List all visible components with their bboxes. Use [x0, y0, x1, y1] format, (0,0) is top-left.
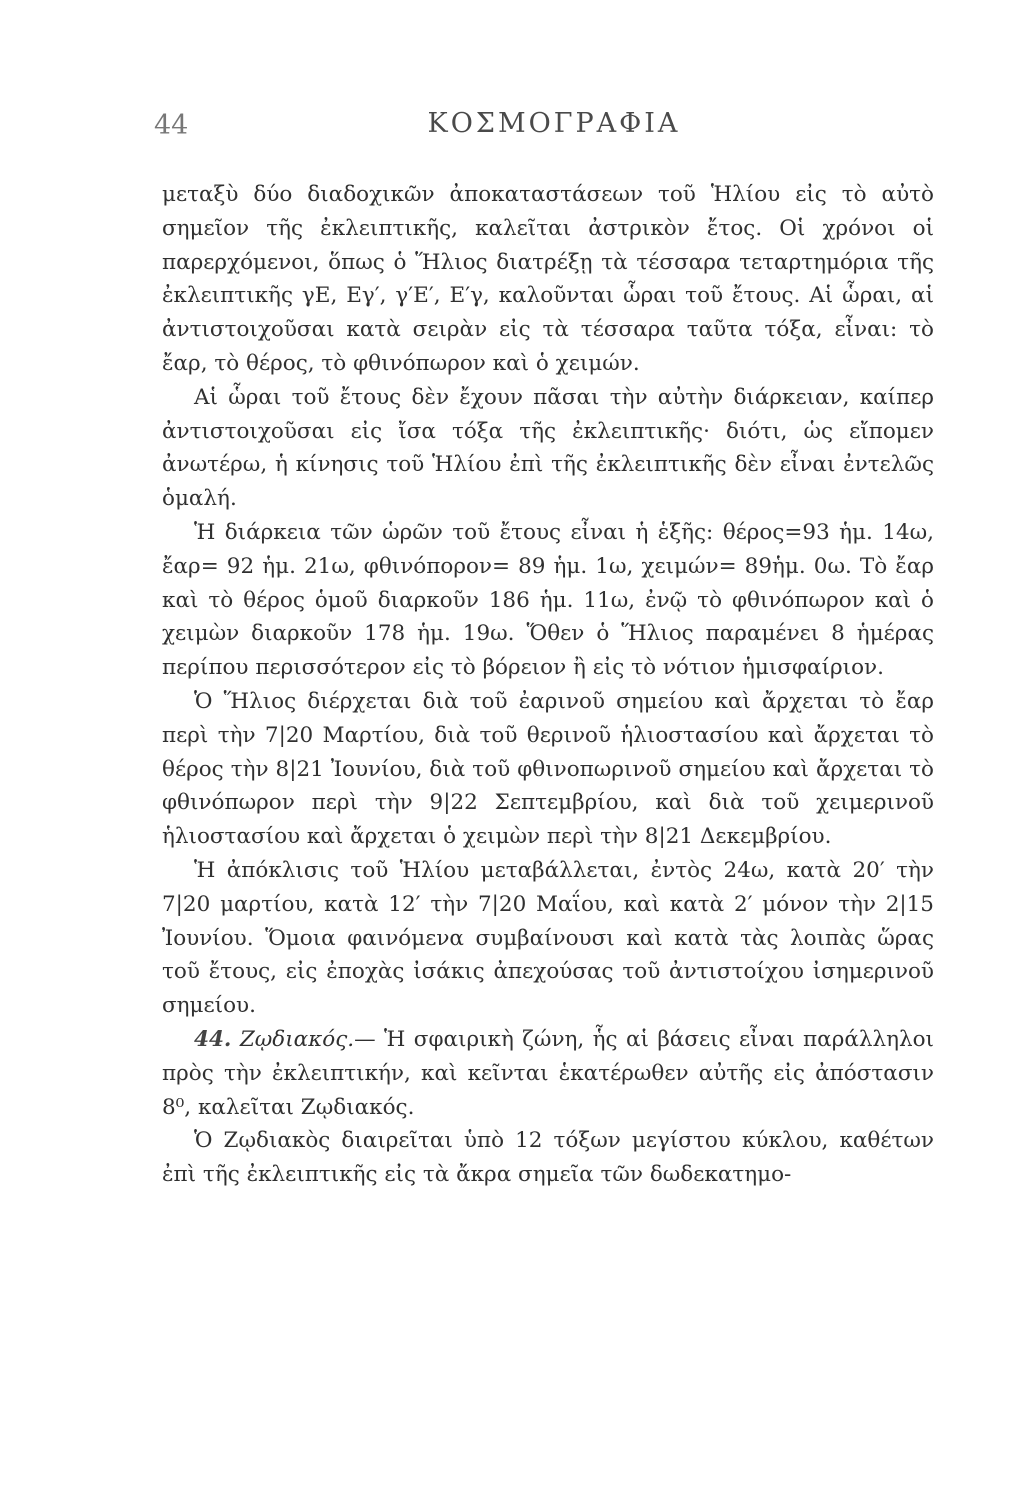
section-paragraph	[162, 1023, 934, 1124]
page-header	[154, 106, 954, 146]
paragraph-5: Ἡ ἀπόκλισις τοῦ Ἡλίου μεταβάλλεται, ἐντὸς 24ω, κατὰ 20′ τὴν 7|20 μαρτίου, κατὰ 12′ τὴν 7|20 Μαΐου, καὶ κατὰ 2′ μόνον τὴν 2|15 Ἰουνίου. Ὅμοια φαινόμενα συμβαίνουσι καὶ κατὰ τὰς λοιπὰς ὥρας τοῦ ἔτους, εἰς ἐποχὰς ἰσάκις ἀπεχούσας τοῦ ἀντιστοίχου ἰσημερινοῦ σημείου.	[162, 857, 934, 1019]
running-title: ΚΟΣΜΟΓΡΑΦΙΑ	[427, 108, 681, 139]
page-body	[162, 178, 934, 1192]
paragraph-4: Ὁ Ἥλιος διέρχεται διὰ τοῦ ἐαρινοῦ σημείου καὶ ἄρχεται τὸ ἔαρ περὶ τὴν 7|20 Μαρτίου, διὰ τοῦ θερινοῦ ἡλιοστασίου καὶ ἄρχεται τὸ θέρος τὴν 8|21 Ἰουνίου, διὰ τοῦ φθινοπωρινοῦ σημείου καὶ ἄρχεται τὸ φθινόπωρον περὶ τὴν 9|22 Σεπτεμβρίου, καὶ διὰ τοῦ χειμερινοῦ ἡλιοστασίου καὶ ἄρχεται ὁ χειμὼν περὶ τὴν 8|21 Δεκεμβρίου.	[162, 688, 934, 850]
section-text: — Ἡ σφαιρικὴ ζώνη, ἧς αἱ βάσεις εἶναι παράλληλοι πρὸς τὴν ἐκλειπτικήν, καὶ κεῖνται ἑκατέρωθεν αὐτῆς εἰς ἀπόστασιν 8⁰, καλεῖται Ζῳδιακός.	[162, 1026, 934, 1120]
paragraph-3: Ἡ διάρκεια τῶν ὡρῶν τοῦ ἔτους εἶναι ἡ ἑξῆς: θέρος=93 ἡμ. 14ω, ἔαρ= 92 ἡμ. 21ω, φθινόπορον= 89 ἡμ. 1ω, χειμών= 89ἡμ. 0ω. Τὸ ἔαρ καὶ τὸ θέρος ὁμοῦ διαρκοῦν 186 ἡμ. 11ω, ἐνῷ τὸ φθινόπωρον καὶ ὁ χειμὼν διαρκοῦν 178 ἡμ. 19ω. Ὅθεν ὁ Ἥλιος παραμένει 8 ἡμέρας περίπου περισσότερον εἰς τὸ βόρειον ἢ εἰς τὸ νότιον ἡμισφαίριον.	[162, 519, 934, 681]
paragraph-2: Αἱ ὧραι τοῦ ἔτους δὲν ἔχουν πᾶσαι τὴν αὐτὴν διάρκειαν, καίπερ ἀντιστοιχοῦσαι εἰς ἴσα τόξα τῆς ἐκλειπτικῆς· διότι, ὡς εἴπομεν ἀνωτέρω, ἡ κίνησις τοῦ Ἡλίου ἐπὶ τῆς ἐκλειπτικῆς δὲν εἶναι ἐντελῶς ὁμαλή.	[162, 384, 934, 512]
section-number: 44.	[194, 1026, 232, 1052]
paragraph-1: μεταξὺ δύο διαδοχικῶν ἀποκαταστάσεων τοῦ Ἡλίου εἰς τὸ αὐτὸ σημεῖον τῆς ἐκλειπτικῆς, καλεῖται ἀστρικὸν ἔτος. Οἱ χρόνοι οἱ παρερχόμενοι, ὅπως ὁ Ἥλιος διατρέξῃ τὰ τέσσαρα τεταρτημόρια τῆς ἐκλειπτικῆς γΕ, Εγ′, γ′Ε′, Ε′γ, καλοῦνται ὧραι τοῦ ἔτους. Αἱ ὧραι, αἱ ἀντιστοιχοῦσαι κατὰ σειρὰν εἰς τὰ τέσσαρα ταῦτα τόξα, εἶναι: τὸ ἔαρ, τὸ θέρος, τὸ φθινόπωρον καὶ ὁ χειμών.	[162, 182, 934, 376]
final-paragraph: Ὁ Ζῳδιακὸς διαιρεῖται ὑπὸ 12 τόξων μεγίστου κύκλου, καθέτων ἐπὶ τῆς ἐκλειπτικῆς εἰς τὰ ἄκρα σημεῖα τῶν δωδεκατημο-	[162, 1128, 934, 1188]
page-number: 44	[154, 110, 189, 141]
section-title: Ζῳδιακός.	[239, 1026, 355, 1052]
